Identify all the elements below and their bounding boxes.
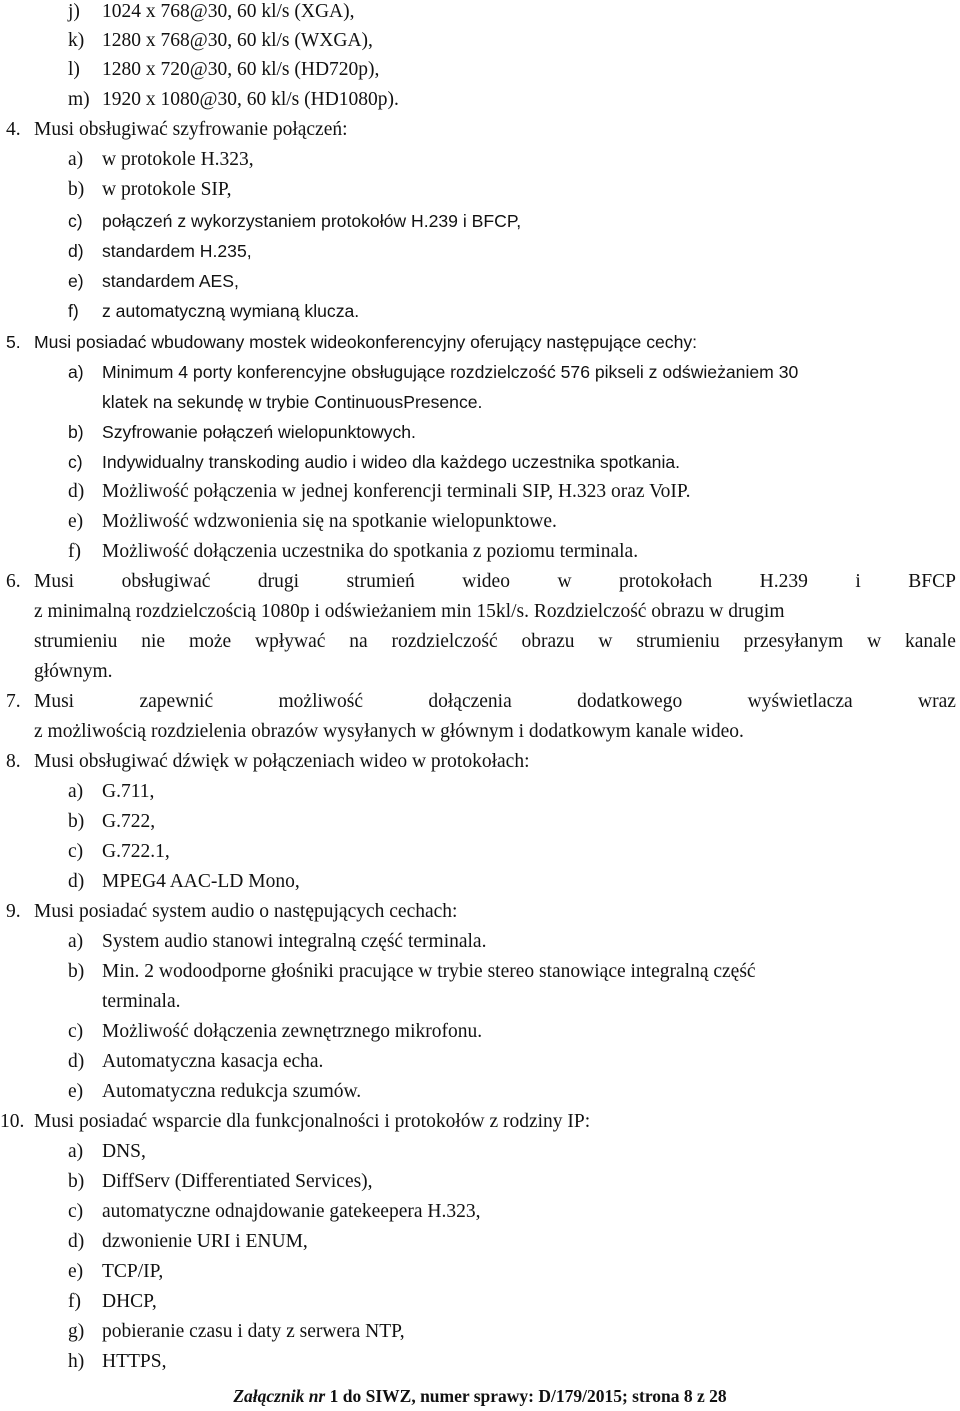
word: i [855,571,861,592]
list-item-6-line-1 [34,570,956,594]
item-label: a) [68,931,84,952]
list-item [68,88,399,112]
item-number: 10. [0,1111,25,1132]
list-item-7-line-2: z możliwością rozdzielenia obrazów wysyłanych w głównym i dodatkowym kanale wideo. [34,721,744,742]
item-text: Indywidualny transkoding audio i wideo dla każdego uczestnika spotkania. [102,452,681,472]
item-label: m) [68,89,90,110]
list-item-5 [6,330,697,354]
item-text: pobieranie czasu i daty z serwera NTP, [102,1321,405,1342]
item-number: 8. [6,751,21,772]
item-text: DiffServ (Differentiated Services), [102,1171,373,1192]
item-label: a) [68,149,84,170]
list-item [68,450,680,474]
list-item [68,960,756,984]
word: w [867,631,882,652]
word: kanale [905,631,956,652]
word: H.239 [759,571,808,592]
word: strumień [346,571,415,592]
list-item [68,810,155,834]
list-item [68,540,638,564]
item-text: System audio stanowi integralną część terminala. [102,931,487,952]
item-text: dzwonienie URI i ENUM, [102,1231,308,1252]
item-text: Możliwość połączenia w jednej konferencji terminali SIP, H.323 oraz VoIP. [102,481,691,502]
list-item [68,930,486,954]
list-item [68,480,690,504]
list-item [68,870,300,894]
item-label: f) [68,541,81,562]
item-label: a) [68,781,84,802]
item-text: w protokole H.323, [102,149,254,170]
item-text: Musi posiadać wsparcie dla funkcjonalności i protokołów z rodziny IP: [34,1111,591,1132]
item-label: b) [68,1171,85,1192]
list-item [68,0,355,24]
word: wraz [918,691,956,712]
word: na [349,631,368,652]
list-item [68,840,170,864]
word: wyświetlacza [747,691,853,712]
item-label: j) [68,1,80,22]
item-label: d) [68,871,85,892]
list-item-4 [6,118,348,142]
item-text: G.722, [102,811,156,832]
list-item [68,360,798,384]
item-label: e) [68,511,84,532]
item-label: e) [68,1081,84,1102]
item-label: c) [68,211,83,231]
word: obsługiwać [121,571,211,592]
word: wideo [462,571,510,592]
item-text: automatyczne odnajdowanie gatekeepera H.323, [102,1201,481,1222]
item-text: Automatyczna redukcja szumów. [102,1081,362,1102]
item-text: 1920 x 1080@30, 60 kl/s (HD1080p). [102,89,399,110]
item-label: g) [68,1321,85,1342]
item-label: c) [68,841,84,862]
list-item [68,1170,373,1194]
item-label: k) [68,30,85,51]
item-text: terminala. [102,991,181,1012]
item-text: Musi obsługiwać dźwięk w połączeniach wideo w protokołach: [34,751,530,772]
list-item [68,178,231,202]
item-text: standardem H.235, [102,241,252,261]
list-item [68,1140,146,1164]
word: dodatkowego [577,691,683,712]
item-text: 1280 x 768@30, 60 kl/s (WXGA), [102,30,373,51]
list-item [68,1260,163,1284]
item-text: Szyfrowanie połączeń wielopunktowych. [102,422,416,442]
item-text: DNS, [102,1141,146,1162]
list-item-6-line-2: z minimalną rozdzielczością 1080p i odświeżaniem min 15kl/s. Rozdzielczość obrazu w drugim [34,601,785,622]
word: Musi [34,691,75,712]
item-text: Możliwość dołączenia uczestnika do spotkania z poziomu terminala. [102,541,639,562]
item-label: b) [68,422,84,442]
item-text: Możliwość dołączenia zewnętrznego mikrofonu. [102,1021,483,1042]
list-item [68,1020,482,1044]
list-item-continuation [68,990,181,1014]
word: w [598,631,613,652]
item-number: 9. [6,901,21,922]
item-text: Możliwość wdzwonienia się na spotkanie wielopunktowe. [102,511,557,532]
word: zapewnić [139,691,214,712]
item-label: a) [68,1141,84,1162]
list-item-7-line-1 [34,690,956,714]
list-item [68,58,379,82]
item-label: f) [68,1291,81,1312]
list-item [68,148,254,172]
list-item [68,1320,405,1344]
item-label: d) [68,1051,85,1072]
list-item [68,269,239,293]
item-label: d) [68,1231,85,1252]
item-label: l) [68,59,80,80]
list-item-10 [0,1110,590,1134]
item-text: TCP/IP, [102,1261,164,1282]
list-item-9 [6,900,457,924]
item-text: 1280 x 720@30, 60 kl/s (HD720p), [102,59,380,80]
list-item [68,1290,157,1314]
item-text: G.711, [102,781,155,802]
list-item [68,1200,480,1224]
item-text: HTTPS, [102,1351,167,1372]
item-label: f) [68,301,79,321]
item-text: 1024 x 768@30, 60 kl/s (XGA), [102,1,355,22]
word: możliwość [278,691,363,712]
item-label: c) [68,452,83,472]
item-label: e) [68,1261,84,1282]
footer-text: 1 do SIWZ, numer sprawy: D/179/2015; strona 8 z 28 [325,1386,727,1406]
word: Musi [34,571,75,592]
word: protokołach [619,571,713,592]
item-text: Automatyczna kasacja echa. [102,1051,324,1072]
item-text: Musi posiadać system audio o następujących cechach: [34,901,458,922]
list-item [68,1080,361,1104]
page-footer [0,1386,960,1407]
list-item [68,1350,166,1374]
item-label: b) [68,961,85,982]
list-item [68,510,557,534]
list-item [68,420,416,444]
list-item [68,209,521,233]
item-text: Min. 2 wodoodporne głośniki pracujące w trybie stereo stanowiące integralną część [102,961,756,982]
word: nie [141,631,166,652]
word: BFCP [908,571,956,592]
footer-prefix: Załącznik nr [233,1386,326,1406]
list-item [68,239,252,263]
item-text: Musi obsługiwać szyfrowanie połączeń: [34,119,348,140]
item-label: d) [68,481,85,502]
list-item-6-line-3 [34,630,956,654]
item-text: Musi posiadać wbudowany mostek wideokonferencyjny oferujący następujące cechy: [34,332,698,352]
list-item-6-line-4: głównym. [34,661,113,682]
item-text: DHCP, [102,1291,157,1312]
item-number: 7. [6,691,21,712]
item-text: standardem AES, [102,271,239,291]
item-text: MPEG4 AAC-LD Mono, [102,871,300,892]
item-number: 6. [6,571,21,592]
list-item [68,1050,323,1074]
word: w [557,571,572,592]
item-label: d) [68,241,84,261]
item-text: G.722.1, [102,841,170,862]
item-label: b) [68,811,85,832]
list-item [68,29,373,53]
item-text: w protokole SIP, [102,179,232,200]
item-label: c) [68,1021,84,1042]
word: obrazu [521,631,575,652]
item-label: a) [68,362,84,382]
item-text: połączeń z wykorzystaniem protokołów H.239 i BFCP, [102,211,522,231]
item-label: c) [68,1201,84,1222]
item-label: b) [68,179,85,200]
list-item-continuation [68,390,482,414]
word: rozdzielczość [391,631,498,652]
list-item-8 [6,750,530,774]
item-text: z automatyczną wymianą klucza. [102,301,360,321]
item-number: 4. [6,119,21,140]
item-label: e) [68,271,84,291]
word: przesyłanym [743,631,844,652]
word: może [188,631,232,652]
item-text: klatek na sekundę w trybie ContinuousPresence. [102,392,483,412]
word: dołączenia [428,691,512,712]
item-number: 5. [6,332,21,352]
list-item [68,1230,308,1254]
list-item [68,299,359,323]
word: wpływać [255,631,326,652]
item-text: Minimum 4 porty konferencyjne obsługujące rozdzielczość 576 pikseli z odświeżaniem 30 [102,362,799,382]
list-item [68,780,154,804]
word: strumieniu [636,631,720,652]
word: drugi [257,571,300,592]
word: strumieniu [34,631,118,652]
item-label: h) [68,1351,85,1372]
